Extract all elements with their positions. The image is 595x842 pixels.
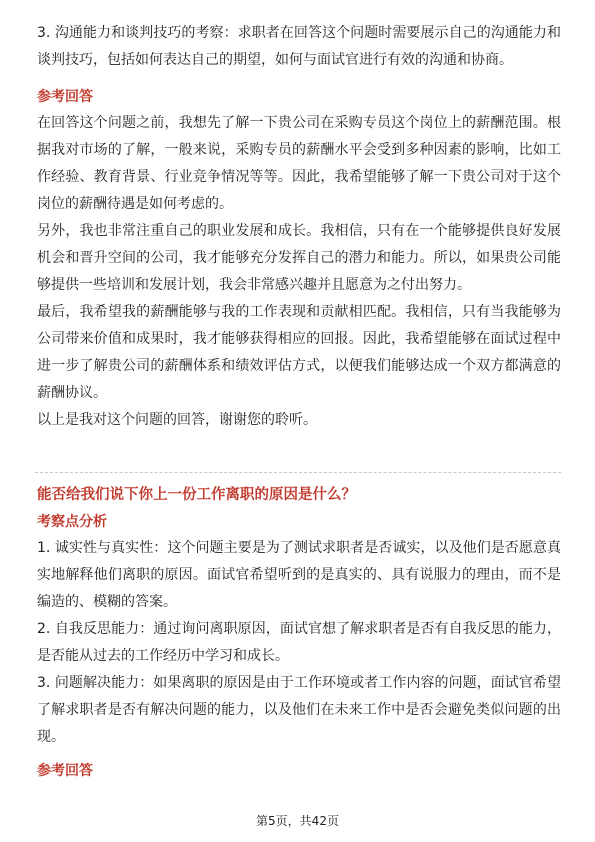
section-divider	[35, 472, 561, 473]
analysis-point-3-continued: 3. 沟通能力和谈判技巧的考察：求职者在回答这个问题时需要展示自己的沟通能力和谈判技巧，包括如何表达自己的期望，如何与面试官进行有效的沟通和协商。	[37, 25, 561, 68]
answer-paragraph: 另外，我也非常注重自己的职业发展和成长。我相信，只有在一个能够提供良好发展机会和晋升空间的公司，我才能够充分发挥自己的潜力和能力。所以，如果贵公司能够提供一些培训和发展计划，我会非常感兴趣并且愿意为之付出努力。	[37, 223, 561, 293]
answer-paragraph: 最后，我希望我的薪酬能够与我的工作表现和贡献相匹配。我相信，只有当我能够为公司带来价值和成果时，我才能够获得相应的回报。因此，我希望能够在面试过程中进一步了解贵公司的薪酬体系和绩效评估方式，以便我们能够达成一个双方都满意的薪酬协议。	[37, 304, 561, 401]
question-title: 能否给我们说下你上一份工作离职的原因是什么？	[37, 487, 356, 503]
reference-answer-heading: 参考回答	[37, 89, 93, 105]
page-indicator: 第5页，共42页	[256, 814, 339, 828]
page-content	[37, 20, 561, 434]
question-section	[37, 481, 561, 784]
analysis-point: 3. 问题解决能力：如果离职的原因是由于工作环境或者工作内容的问题，面试官希望了解求职者是否有解决问题的能力，以及他们在未来工作中是否会避免类似问题的出现。	[37, 675, 561, 745]
answer-closing: 以上是我对这个问题的回答，谢谢您的聆听。	[37, 412, 317, 428]
analysis-heading: 考察点分析	[37, 514, 107, 530]
answer-paragraph: 在回答这个问题之前，我想先了解一下贵公司在采购专员这个岗位上的薪酬范围。根据我对市场的了解，一般来说，采购专员的薪酬水平会受到多种因素的影响，比如工作经验、教育背景、行业竞争情况等等。因此，我希望能够了解一下贵公司对于这个岗位的薪酬待遇是如何考虑的。	[37, 115, 561, 212]
reference-answer-heading: 参考回答	[37, 763, 93, 779]
analysis-point: 2. 自我反思能力：通过询问离职原因，面试官想了解求职者是否有自我反思的能力，是否能从过去的工作经历中学习和成长。	[37, 621, 561, 664]
analysis-point: 1. 诚实性与真实性：这个问题主要是为了测试求职者是否诚实，以及他们是否愿意真实地解释他们离职的原因。面试官希望听到的是真实的、具有说服力的理由，而不是编造的、模糊的答案。	[37, 540, 561, 610]
